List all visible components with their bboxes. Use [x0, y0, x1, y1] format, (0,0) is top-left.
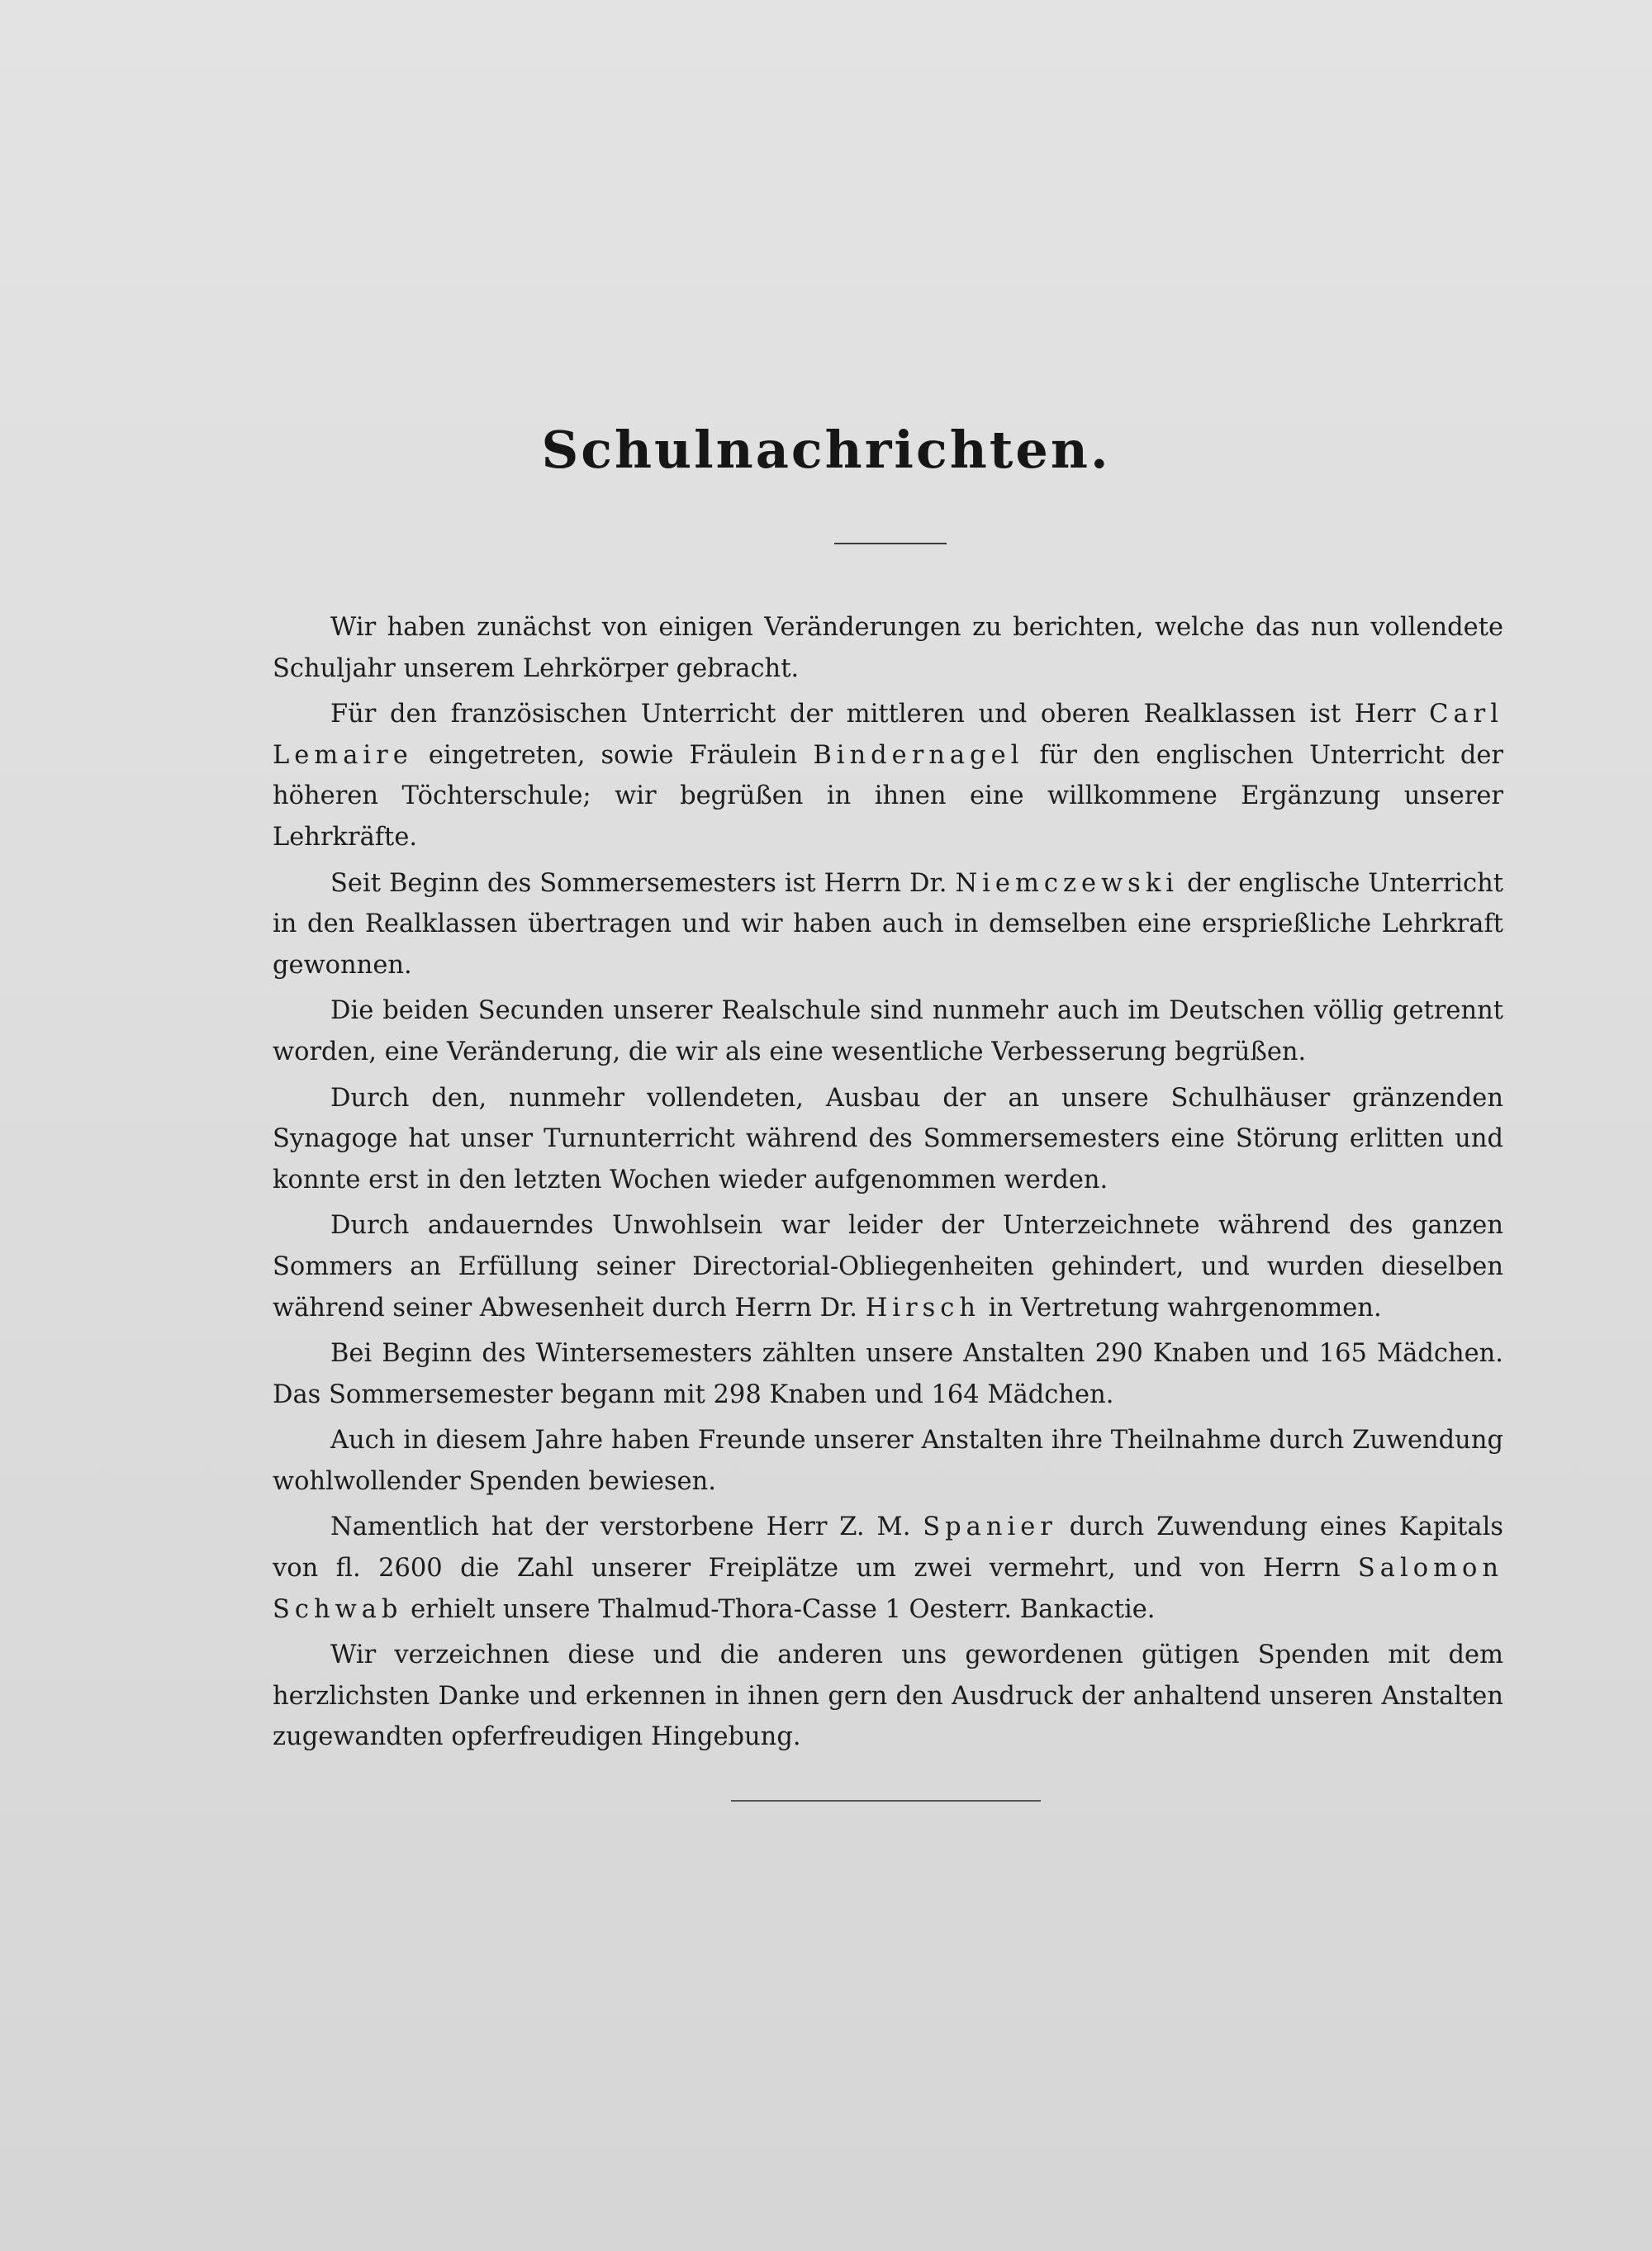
text-segment: erhielt unsere Thalmud-Thora-Casse 1 Oesterr. Bankactie.	[402, 1594, 1156, 1624]
text-segment: durch Zuwendung eines Kapitals von fl. 2600 die Zahl unserer Freiplätze um zwei vermehrt, und von Herrn	[273, 1513, 1503, 1584]
text-segment: Durch andauerndes Unwohlsein war leider der Unterzeichnete während des ganzen Sommers an Erfüllung seiner Directorial-Obliegenheiten gehindert, und wurden dieselben während seiner Abwesenheit durch Herrn Dr.	[273, 1211, 1503, 1323]
spaced-name: Hirsch	[865, 1293, 981, 1323]
text-segment: Die beiden Secunden unserer Realschule sind nunmehr auch im Deutschen völlig getrennt worden, eine Veränderung, die wir als eine wesentliche Verbesserung begrüßen.	[273, 996, 1503, 1066]
text-segment: Wir haben zunächst von einigen Veränderungen zu berichten, welche das nun vollendete Schuljahr unserem Lehrkörper gebracht.	[273, 613, 1503, 683]
text-segment: Wir verzeichnen diese und die anderen uns gewordenen gütigen Spenden mit dem herzlichsten Danke und erkennen in ihnen gern den Ausdruck der anhaltend unseren Anstalten zugewandten opferfreudigen Hingebung.	[273, 1641, 1503, 1752]
text-segment: Seit Beginn des Sommersemesters ist Herrn Dr.	[330, 868, 956, 898]
body-text	[273, 607, 1503, 1763]
text-segment: Auch in diesem Jahre haben Freunde unserer Anstalten ihre Theilnahme durch Zuwendung wohlwollender Spenden bewiesen.	[273, 1426, 1503, 1496]
text-segment: der englische Unterricht in den Realklassen übertragen und wir haben auch in demselben eine ersprießliche Lehrkraft gewonnen.	[273, 868, 1503, 980]
paragraph	[273, 863, 1503, 986]
text-segment: für den englischen Unterricht der höheren Töchterschule; wir begrüßen in ihnen eine willkommene Ergänzung unserer Lehrkräfte.	[273, 740, 1503, 852]
spaced-name: Carl Lemaire	[273, 700, 1503, 770]
paragraph	[273, 1635, 1503, 1758]
paragraph	[273, 607, 1503, 689]
spaced-name: Salomon Schwab	[273, 1554, 1503, 1624]
text-segment: Bei Beginn des Wintersemesters zählten unsere Anstalten 290 Knaben und 165 Mädchen. Das Sommersemester begann mit 298 Knaben und 164 Mädchen.	[273, 1339, 1503, 1409]
end-divider	[731, 1800, 1041, 1802]
paragraph	[273, 1333, 1503, 1415]
spaced-name: Niemczewski	[955, 868, 1180, 898]
spaced-name: Bindernagel	[813, 740, 1024, 770]
paragraph	[273, 1507, 1503, 1630]
paragraph	[273, 990, 1503, 1072]
text-segment: Namentlich hat der verstorbene Herr Z. M.	[330, 1513, 923, 1542]
paragraph	[273, 694, 1503, 857]
spaced-name: Spanier	[923, 1513, 1057, 1542]
text-segment: Durch den, nunmehr vollendeten, Ausbau der an unsere Schulhäuser gränzenden Synagoge hat unser Turnunterricht während des Sommersemesters eine Störung erlitten und konnte erst in den letzten Wochen wieder aufgenommen werden.	[273, 1083, 1503, 1194]
title-divider	[834, 543, 947, 544]
page-title: Schulnachrichten.	[541, 420, 1111, 480]
text-segment: in Vertretung wahrgenommen.	[980, 1293, 1382, 1323]
text-segment: eingetreten, sowie Fräulein	[412, 740, 814, 770]
paragraph	[273, 1078, 1503, 1201]
paragraph	[273, 1420, 1503, 1502]
text-segment: Für den französischen Unterricht der mittleren und oberen Realklassen ist Herr	[330, 700, 1430, 729]
paragraph	[273, 1205, 1503, 1328]
